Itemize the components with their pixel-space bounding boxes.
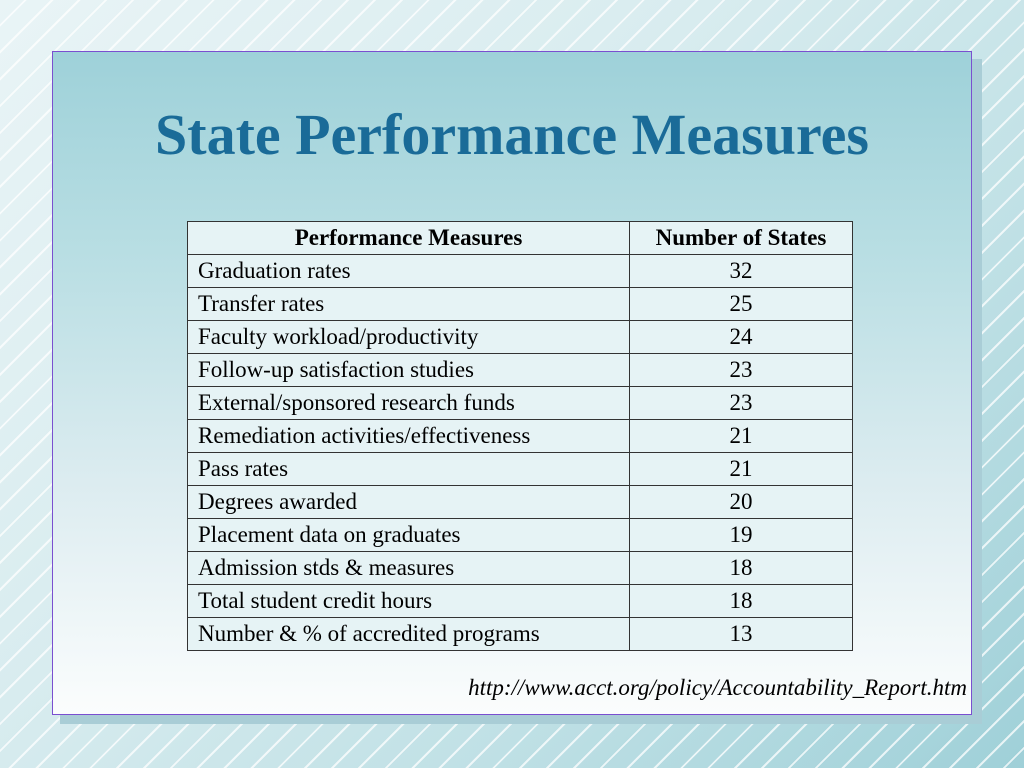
measure-cell: Placement data on graduates: [188, 519, 630, 552]
measure-cell: Degrees awarded: [188, 486, 630, 519]
states-count-cell: 23: [630, 354, 853, 387]
performance-measures-table: [187, 221, 853, 651]
measure-cell: Admission stds & measures: [188, 552, 630, 585]
table-row: [188, 585, 853, 618]
states-count-cell: 25: [630, 288, 853, 321]
column-header-measures: Performance Measures: [188, 222, 630, 255]
measure-cell: Total student credit hours: [188, 585, 630, 618]
table-row: [188, 420, 853, 453]
table-row: [188, 321, 853, 354]
table-row: [188, 519, 853, 552]
states-count-cell: 21: [630, 453, 853, 486]
table-row: [188, 255, 853, 288]
measure-cell: Remediation activities/effectiveness: [188, 420, 630, 453]
measure-cell: Number & % of accredited programs: [188, 618, 630, 651]
states-count-cell: 18: [630, 552, 853, 585]
table-row: [188, 486, 853, 519]
states-count-cell: 13: [630, 618, 853, 651]
table-row: [188, 618, 853, 651]
measure-cell: External/sponsored research funds: [188, 387, 630, 420]
states-count-cell: 21: [630, 420, 853, 453]
slide-title: State Performance Measures: [155, 102, 869, 167]
measure-cell: Faculty workload/productivity: [188, 321, 630, 354]
states-count-cell: 19: [630, 519, 853, 552]
states-count-cell: 18: [630, 585, 853, 618]
measure-cell: Pass rates: [188, 453, 630, 486]
table-header-row: [188, 222, 853, 255]
table-row: [188, 387, 853, 420]
states-count-cell: 24: [630, 321, 853, 354]
table-row: [188, 288, 853, 321]
measure-cell: Graduation rates: [188, 255, 630, 288]
table-row: [188, 552, 853, 585]
table-row: [188, 354, 853, 387]
states-count-cell: 23: [630, 387, 853, 420]
states-count-cell: 20: [630, 486, 853, 519]
states-count-cell: 32: [630, 255, 853, 288]
source-url-link[interactable]: http://www.acct.org/policy/Accountability_Report.htm: [468, 675, 967, 700]
measure-cell: Follow-up satisfaction studies: [188, 354, 630, 387]
column-header-number-of-states: Number of States: [630, 222, 853, 255]
table-row: [188, 453, 853, 486]
measure-cell: Transfer rates: [188, 288, 630, 321]
